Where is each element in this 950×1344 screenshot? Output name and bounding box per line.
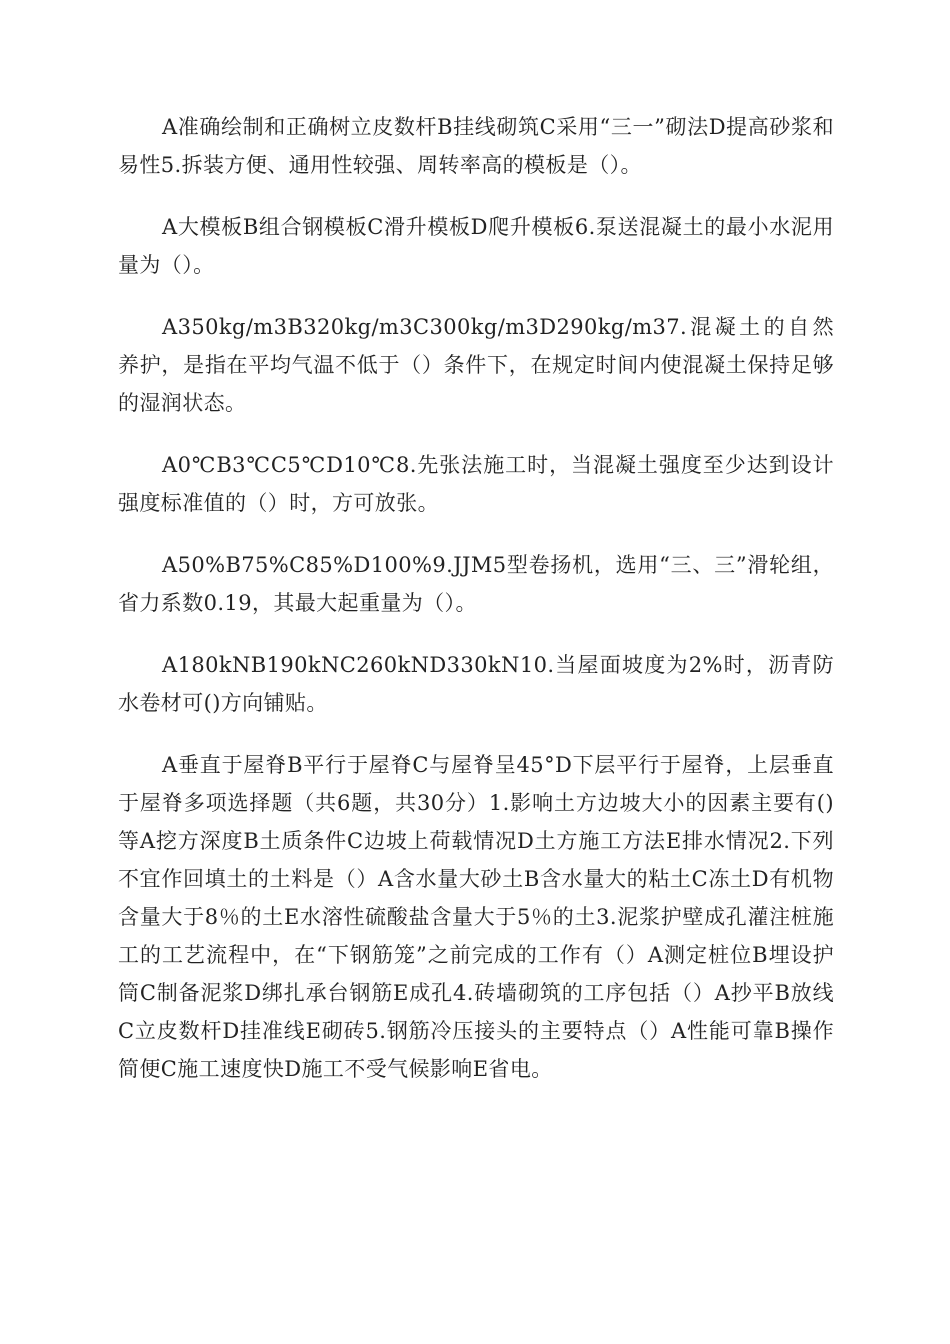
paragraph-4: A0℃B3℃C5℃D10℃8.先张法施工时，当混凝土强度至少达到设计强度标准值的（）时，方可放张。 [118, 453, 834, 515]
paragraph-3: A350kg/m3B320kg/m3C300kg/m3D290kg/m37.混凝土的自然养护，是指在平均气温不低于（）条件下，在规定时间内使混凝土保持足够的湿润状态。 [118, 315, 834, 415]
paragraph-5: A50%B75%C85%D100%9.JJM5型卷扬机，选用“三、三”滑轮组，省力系数0.19，其最大起重量为（）。 [118, 553, 834, 615]
paragraph-2: A大模板B组合钢模板C滑升模板D爬升模板6.泵送混凝土的最小水泥用量为（）。 [118, 215, 834, 277]
paragraph-1: A准确绘制和正确树立皮数杆B挂线砌筑C采用“三一”砌法D提高砂浆和易性5.拆装方便、通用性较强、周转率高的模板是（）。 [118, 115, 834, 177]
document-body [118, 108, 834, 1112]
paragraph-7: A垂直于屋脊B平行于屋脊C与屋脊呈45°D下层平行于屋脊，上层垂直于屋脊多项选择题（共6题，共30分）1.影响土方边坡大小的因素主要有()等A挖方深度B土质条件C边坡上荷载情况D土方施工方法E排水情况2.下列不宜作回填土的土料是（）A含水量大砂土B含水量大的粘土C冻土D有机物含量大于8％的土E水溶性硫酸盐含量大于5％的土3.泥浆护壁成孔灌注桩施工的工艺流程中，在“下钢筋笼”之前完成的工作有（）A测定桩位B埋设护筒C制备泥浆D绑扎承台钢筋E成孔4.砖墙砌筑的工序包括（）A抄平B放线C立皮数杆D挂准线E砌砖5.钢筋冷压接头的主要特点（）A性能可靠B操作简便C施工速度快D施工不受气候影响E省电。 [118, 753, 834, 1081]
paragraph-6: A180kNB190kNC260kND330kN10.当屋面坡度为2%时，沥青防水卷材可()方向铺贴。 [118, 653, 834, 715]
